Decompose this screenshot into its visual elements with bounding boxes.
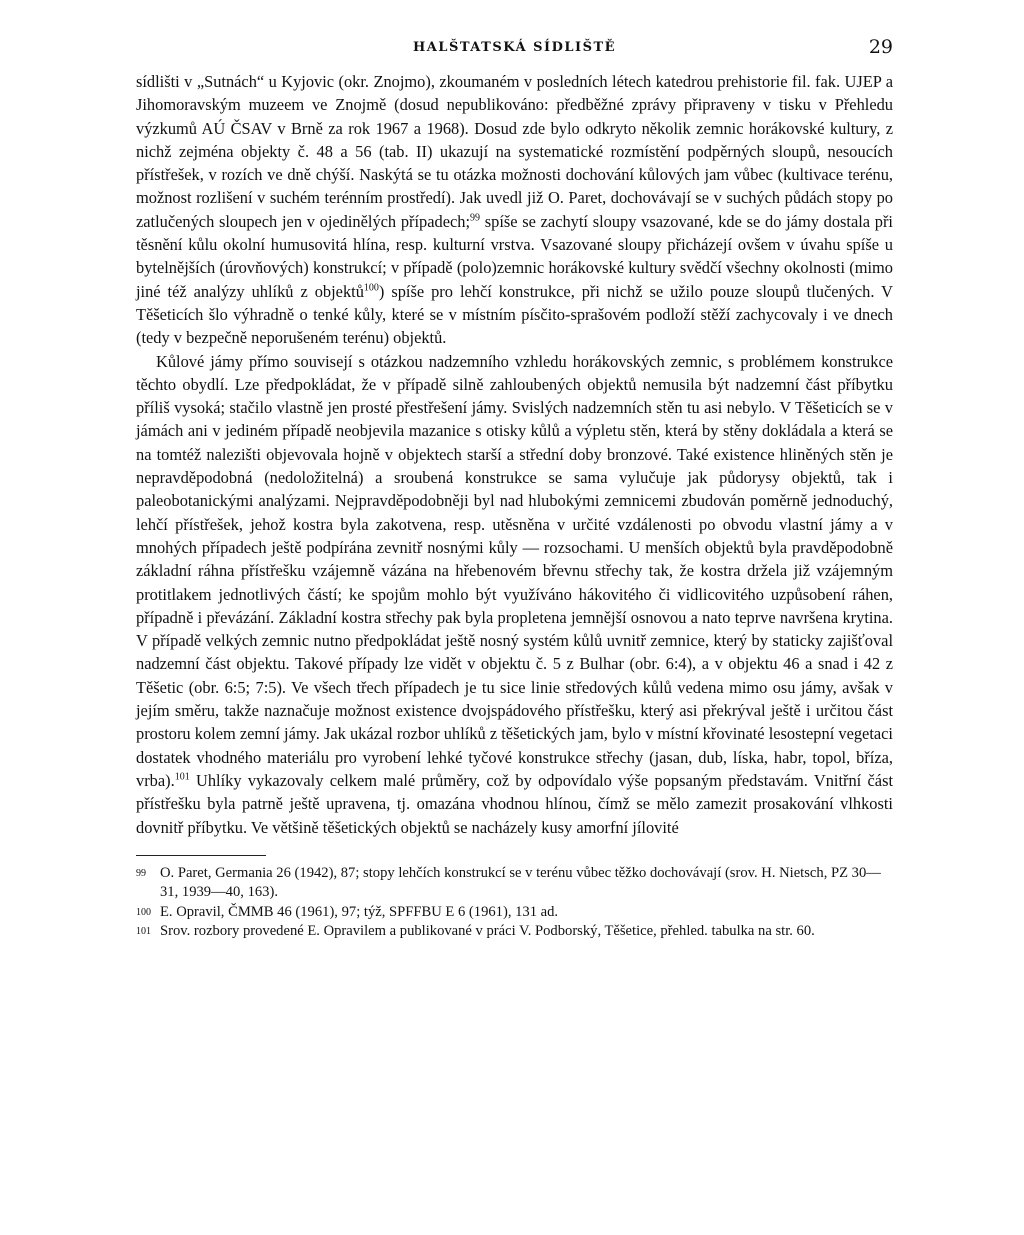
paragraph-2 (136, 350, 893, 839)
text-run: ) spíše pro lehčí konstrukce, při nichž se užilo pouze sloupů tlučených. V Těšeticích šlo výhradně o tenké kůly, které se v místním písčito-sprašovém podloží stěží zachycovaly i ve dnech (tedy v bezpečně neporušeném terénu) objektů. (136, 281, 893, 348)
footnote-text: Srov. rozbory provedené E. Opravilem a publikované v práci V. Podborský, Těšetice, přehled. tabulka na str. 60. (160, 923, 815, 940)
footnote-ref-99[interactable]: 99 (470, 212, 481, 224)
text-run: Uhlíky vykazovaly celkem malé průměry, což by odpovídalo výše popsaným představám. Vnitřní část přístřešku byla patrně ještě upravena, tj. omazána vhodnou hlínou, čímž se mělo zamezit prosakování vlhkosti dovnitř příbytku. Ve většině těšetických objektů se nacházely kusy amorfní jílovité (136, 770, 893, 837)
page-number: 29 (868, 36, 893, 58)
footnote-text: O. Paret, Germania 26 (1942), 87; stopy lehčích konstrukcí se v terénu vůbec těžko dochovávají (srov. H. Nietsch, PZ 30—31, 1939—40, 163). (160, 864, 881, 901)
footnote-number: 100 (136, 906, 151, 918)
footnote-101 (136, 922, 893, 942)
footnote-number: 99 (136, 867, 146, 879)
running-head (136, 30, 893, 70)
text-run: sídlišti v „Sutnách“ u Kyjovic (okr. Znojmo), zkoumaném v posledních létech katedrou prehistorie fil. fak. UJEP a Jihomoravským muzeem ve Znojmě (dosud nepublikováno: předběžné zprávy připraveny v tisku v Přehledu výzkumů AÚ ČSAV v Brně za rok 1967 a 1968). Dosud zde bylo odkryto několik zemnic horákovské kultury, z nichž zejména objekty č. 48 a 56 (tab. II) ukazují na systematické rozmístění podpěrných sloupů, nesoucích přístřešek, v rozích ve dně chýší. Naskýtá se tu otázka možnosti dochování kůlových jam vůbec (kultivace terénu, možnost rozlišení v suchém terénním prostředí). Jak uvedl již O. Paret, dochovávají se v suchých půdách stopy po zatlučených sloupech jen v ojedinělých případech; (136, 72, 893, 231)
footnote-number: 101 (136, 926, 151, 938)
footnote-divider (136, 855, 266, 856)
page (136, 30, 893, 942)
text-run: Kůlové jámy přímo souvisejí s otázkou nadzemního vzhledu horákovských zemnic, s problémem konstrukce těchto obydlí. Lze předpokládat, že v případě silně zahloubených objektů nemusila být nadzemní část příbytku příliš vysoká; stačilo vlastně jen prosté přestřešení jámy. Svislých nadzemních stěn tu asi nebylo. V Těšeticích se v jámách ani v jediném případě neobjevila mazanice s otisky kůlů a výpletu stěn, která by stěny dokládala a která se na tomtéž nalezišti objevovala hojně v objektech starší a střední doby bronzové. Také existence hliněných stěn je nepravděpodobná (nedoložitelná) a sroubená konstrukce se sama vylučuje jak půdorysy objektů, tak i paleobotanickými analýzami. Nejpravděpodobněji byl nad hlubokými zemnicemi zbudován poměrně jednoduchý, lehčí přístřešek, jehož kostra byla zakotvena, resp. utěsněna v určité vzdálenosti po obvodu vlastní jámy a v mnohých případech ještě podpírána zevnitř nosnými kůly — rozsochami. U menších objektů byla pravděpodobně základní ráhna přístřešku vzájemně vázána na hřebenovém břevnu střechy tak, že kostra držela již vzájemným protitlakem jednotlivých částí; ke spojům mohlo být využíváno hákovitého či vidlicovitého uzpůsobení ráhen, případně i převázání. Základní kostra střechy pak byla propletena jemnější osnovou a nato teprve navršena krytina. V případě velkých zemnic nutno předpokládat ještě nosný systém kůlů uvnitř zemnice, který by staticky zajišťoval nadzemní část objektu. Takové případy lze vidět v objektu č. 5 z Bulhar (obr. 6:4), a v objektu 46 a snad i 42 z Těšetic (obr. 6:5; 7:5). Ve všech třech případech je tu sice linie středových kůlů vedena mimo osu jámy, avšak v jejím směru, takže naznačuje možnost existence dvojspádového přístřešku, který asi překrýval ještě i určitou část prostoru kolem zemní jámy. Jak ukázal rozbor uhlíků z těšetických jam, bylo v místní křovinaté lesostepní vegetaci dostatek vhodného materiálu pro vyrobení lehké tyčové konstrukce střechy (jasan, dub, líska, habr, topol, bříza, vrba). (136, 351, 893, 790)
footnote-100 (136, 903, 893, 923)
footnote-ref-100[interactable]: 100 (363, 282, 379, 294)
footnotes (136, 864, 893, 942)
footnote-99 (136, 864, 893, 903)
running-title: HALŠTATSKÁ SÍDLIŠTĚ (412, 40, 617, 55)
paragraph-1 (136, 70, 893, 350)
footnote-text: E. Opravil, ČMMB 46 (1961), 97; týž, SPFFBU E 6 (1961), 131 ad. (160, 903, 559, 920)
footnote-ref-101[interactable]: 101 (174, 771, 190, 783)
text-run: spíše se zachytí sloupy vsazované, kde se do jámy dostala při těsnění kůlu okolní humusovitá hlína, resp. kulturní vrstva. Vsazované sloupy přicházejí ovšem v úvahu spíše u bytelnějších (úrovňových) konstrukcí; v případě (polo)zemnic horákovské kultury svědčí všechny okolnosti (mimo jiné též analýzy uhlíků z objektů (136, 211, 893, 301)
body-text (136, 70, 893, 839)
